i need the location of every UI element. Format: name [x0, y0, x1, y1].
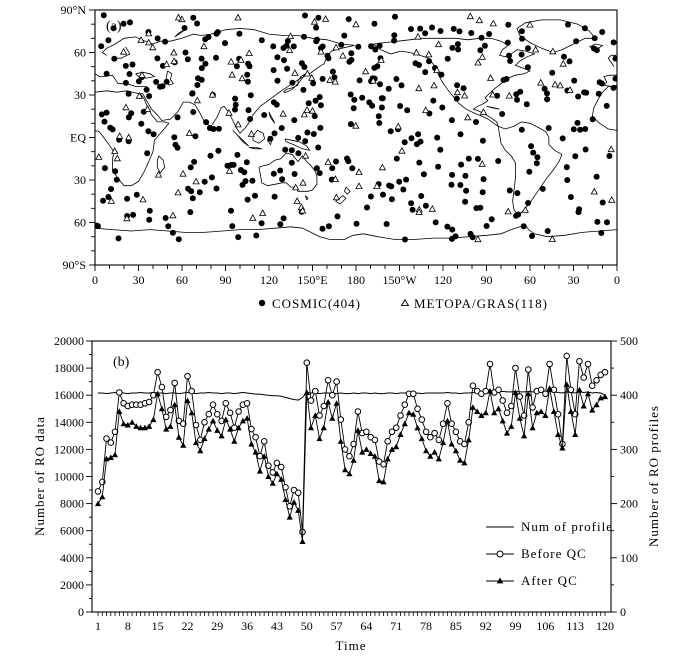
svg-text:57: 57 [330, 619, 343, 633]
map-legend [259, 296, 548, 311]
svg-text:20000: 20000 [54, 334, 84, 348]
afterqc-legend-label: After QC [521, 573, 578, 588]
profile-legend-label: Num of profile [521, 519, 613, 534]
svg-text:1: 1 [95, 619, 101, 633]
svg-text:10000: 10000 [54, 469, 84, 484]
svg-text:6000: 6000 [60, 523, 84, 538]
svg-text:90: 90 [219, 273, 232, 287]
svg-text:113: 113 [566, 619, 584, 633]
svg-text:120: 120 [260, 273, 278, 287]
svg-text:18000: 18000 [54, 361, 84, 376]
svg-text:4000: 4000 [60, 550, 84, 565]
svg-text:90: 90 [480, 273, 493, 287]
svg-text:8: 8 [124, 619, 131, 633]
svg-text:120: 120 [434, 273, 452, 287]
svg-text:400: 400 [620, 388, 638, 403]
svg-text:150°E: 150°E [297, 273, 328, 287]
svg-text:30: 30 [132, 273, 145, 287]
svg-text:99: 99 [509, 619, 522, 633]
panel-a-label: (a) [106, 19, 122, 34]
svg-text:0: 0 [620, 605, 626, 619]
svg-text:60: 60 [74, 45, 86, 60]
svg-text:30: 30 [74, 173, 86, 187]
cosmic-legend-label: COSMIC(404) [272, 296, 362, 311]
svg-text:92: 92 [479, 619, 492, 633]
svg-text:15: 15 [151, 619, 164, 633]
svg-text:64: 64 [360, 619, 373, 633]
svg-text:60: 60 [524, 273, 536, 287]
cosmic-marker-icon [259, 300, 265, 306]
svg-text:8000: 8000 [60, 496, 84, 511]
right-axis-title: Number of RO profiles [646, 405, 661, 547]
panel-b-label: (b) [113, 355, 130, 370]
svg-text:100: 100 [620, 550, 638, 565]
timeseries-panel [32, 334, 661, 653]
gras-legend-label: METOPA/GRAS(118) [414, 296, 548, 311]
svg-text:106: 106 [536, 619, 555, 633]
chart-border [92, 341, 611, 612]
svg-text:85: 85 [449, 619, 462, 633]
svg-text:90°N: 90°N [60, 3, 86, 17]
svg-text:300: 300 [620, 442, 638, 457]
svg-text:16000: 16000 [54, 388, 84, 403]
svg-text:60: 60 [74, 215, 86, 230]
gras-marker-icon [402, 300, 409, 306]
svg-text:43: 43 [270, 619, 283, 633]
svg-text:50: 50 [300, 619, 313, 633]
svg-text:60: 60 [176, 273, 188, 287]
svg-text:EQ: EQ [70, 130, 86, 145]
svg-text:71: 71 [390, 619, 403, 633]
svg-text:30: 30 [567, 273, 580, 287]
beforeqc-marker-icon [497, 551, 503, 557]
svg-text:30: 30 [74, 88, 86, 102]
svg-text:0: 0 [92, 273, 98, 287]
svg-text:90°S: 90°S [62, 258, 86, 272]
x-axis-title: Time [335, 638, 367, 653]
svg-text:180: 180 [347, 273, 365, 287]
svg-text:29: 29 [211, 619, 224, 633]
svg-text:78: 78 [420, 619, 433, 633]
map-panel [61, 3, 620, 311]
svg-text:150°W: 150°W [382, 273, 417, 287]
svg-text:22: 22 [181, 619, 194, 633]
left-axis-title: Number of RO data [32, 416, 47, 536]
beforeqc-legend-label: Before QC [521, 546, 587, 561]
svg-text:200: 200 [620, 496, 638, 511]
svg-text:120: 120 [596, 619, 614, 633]
svg-text:0: 0 [614, 273, 620, 287]
svg-text:14000: 14000 [54, 415, 84, 430]
svg-text:500: 500 [620, 334, 638, 348]
svg-text:36: 36 [241, 619, 254, 633]
svg-text:0: 0 [78, 605, 84, 619]
chart-legend [486, 519, 613, 588]
svg-text:2000: 2000 [60, 577, 84, 592]
svg-text:12000: 12000 [54, 442, 84, 457]
